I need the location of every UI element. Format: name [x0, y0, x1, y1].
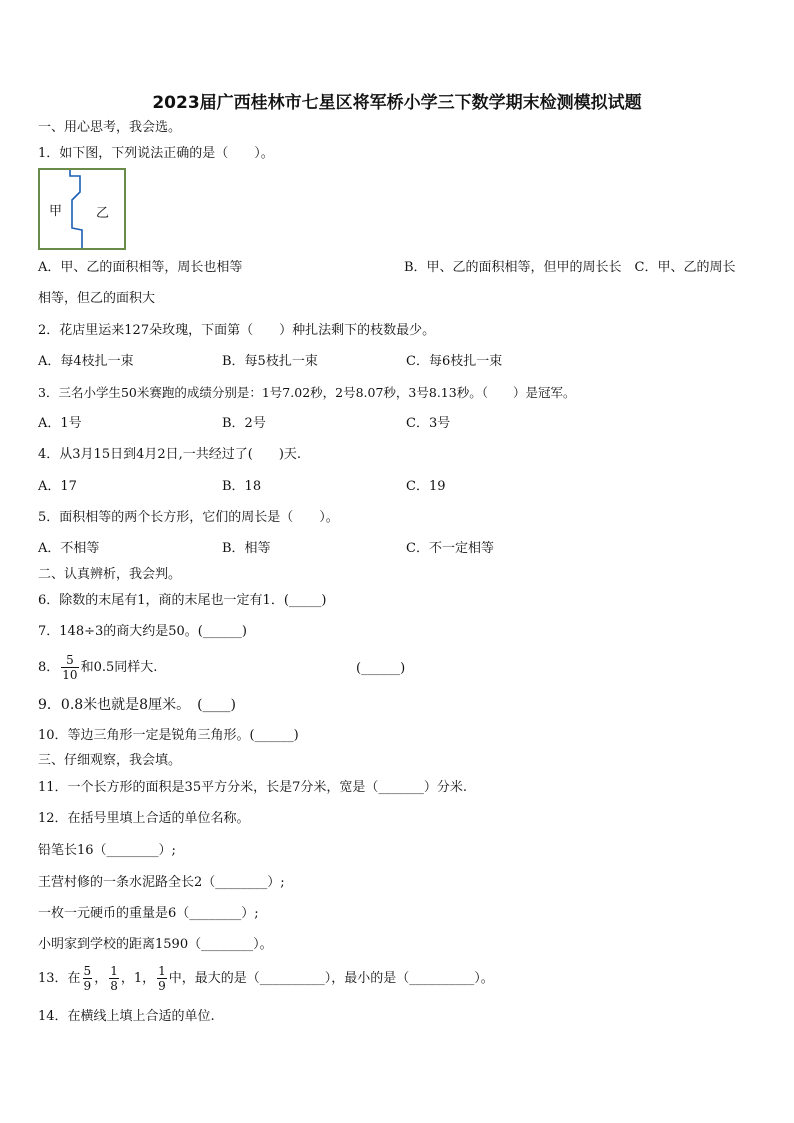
question-13-prefix: 13．在 [38, 971, 81, 986]
question-5-option-b: B．相等 [222, 541, 271, 556]
section-3-heading: 三、仔细观察，我会填。 [38, 753, 182, 768]
question-1-option-a: A．甲、乙的面积相等，周长也相等 [38, 260, 243, 275]
question-8 [38, 652, 157, 684]
fraction-numerator: 1 [110, 964, 118, 978]
question-4-option-c: C．19 [406, 479, 446, 494]
fraction-1-9 [157, 964, 167, 993]
question-3-option-b: B．2号 [222, 416, 266, 431]
question-1-option-c-continued: 相等，但乙的面积大 [38, 291, 156, 306]
fraction-1-8 [109, 964, 119, 993]
fraction-denominator: 8 [110, 979, 118, 993]
question-13: 13．在 $\frac{5}{9}$ ， $\frac{1}{8}$ ，1， $\frac{1}{9}$ 中，最大的是（__________），最小的是（__________）。 [38, 964, 494, 993]
question-2-option-c: C．每6枝扎一束 [406, 354, 503, 369]
question-3-stem: 3．三名小学生50米赛跑的成绩分别是：1号7.02秒，2号8.07秒，3号8.13秒。（ ）是冠军。 [38, 385, 576, 400]
question-12-line-3: 一枚一元硬币的重量是6（________）; [38, 906, 259, 921]
question-11: 11．一个长方形的面积是35平方分米，长是7分米，宽是（_______）分米. [38, 780, 467, 795]
question-2-option-b: B．每5枝扎一束 [222, 354, 318, 369]
question-12-line-2: 王营村修的一条水泥路全长2（________）; [38, 875, 285, 890]
fraction-denominator: 10 [62, 668, 78, 682]
question-12-line-1: 铅笔长16（________）; [38, 843, 176, 858]
question-7: 7．148÷3的商大约是50。(______) [38, 624, 247, 639]
figure-label-yi: 乙 [96, 206, 110, 221]
question-8-prefix: 8． [38, 660, 60, 675]
question-4-option-a: A．17 [38, 479, 77, 494]
fraction-numerator: 1 [158, 964, 166, 978]
question-2-option-a: A．每4枝扎一束 [38, 354, 134, 369]
fraction-numerator: 5 [83, 964, 92, 978]
question-10: 10．等边三角形一定是锐角三角形。(______) [38, 728, 299, 743]
question-13-suffix: 中，最大的是（__________），最小的是（__________）。 [168, 971, 494, 986]
question-8-text: 和0.5同样大. [80, 660, 158, 675]
question-1-stem: 1．如下图，下列说法正确的是（ ）。 [38, 146, 274, 161]
fraction-denominator: 9 [158, 979, 166, 993]
question-5-option-c: C．不一定相等 [406, 541, 494, 556]
question-9: 9．0.8米也就是8厘米。 (____) [38, 697, 237, 713]
question-12-stem: 12．在括号里填上合适的单位名称。 [38, 811, 250, 826]
page-title: 2023届广西桂林市七星区将军桥小学三下数学期末检测模拟试题 [152, 93, 642, 113]
section-2-heading: 二、认真辨析，我会判。 [38, 567, 182, 582]
fraction-numerator: 5 [61, 653, 78, 668]
question-2-stem: 2．花店里运来127朵玫瑰，下面第（ ）种扎法剩下的枝数最少。 [38, 323, 436, 338]
question-5-stem: 5．面积相等的两个长方形，它们的周长是（ ）。 [38, 510, 339, 525]
question-4-stem: 4．从3月15日到4月2日,一共经过了( )天. [38, 447, 302, 462]
question-13-mid: ，1， [120, 971, 156, 986]
question-1-figure [38, 168, 126, 250]
fraction-5-9 [83, 964, 93, 993]
question-14: 14．在横线上填上合适的单位. [38, 1009, 215, 1024]
question-6: 6．除数的末尾有1，商的末尾也一定有1．(_____) [38, 593, 327, 608]
question-5-option-a: A．不相等 [38, 541, 100, 556]
question-3-option-c: C．3号 [406, 416, 451, 431]
question-8-blank: (______) [356, 661, 406, 676]
fraction-5-10 [61, 653, 78, 682]
question-1-option-b-c: B．甲、乙的面积相等，但甲的周长长 C．甲、乙的周长 [404, 260, 736, 275]
fraction-denominator: 9 [83, 979, 92, 993]
section-1-heading: 一、用心思考，我会选。 [38, 120, 182, 135]
question-4-option-b: B．18 [222, 479, 262, 494]
figure-label-jia: 甲 [49, 204, 63, 219]
question-12-line-4: 小明家到学校的距离1590（________）。 [38, 937, 273, 952]
question-3-option-a: A．1号 [38, 416, 82, 431]
